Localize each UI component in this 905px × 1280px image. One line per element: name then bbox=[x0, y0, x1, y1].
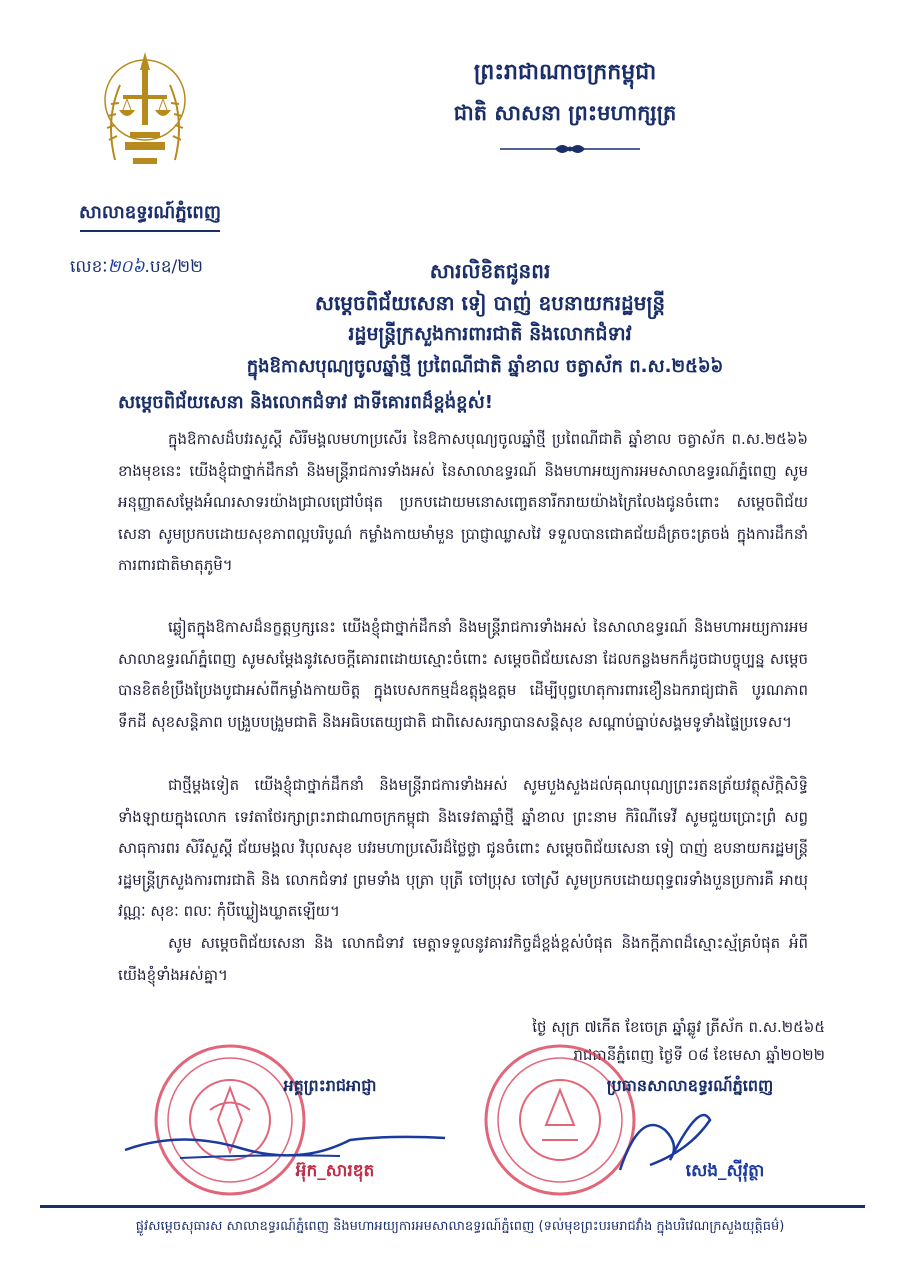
kingdom-heading: ព្រះរាជាណាចក្រកម្ពុជា bbox=[473, 60, 657, 85]
signatory-right-name: សេង_ស៊ីវុត្ថា bbox=[685, 1161, 765, 1181]
ornament-divider-icon bbox=[500, 140, 640, 158]
reference-handwritten-number: ២០៦ bbox=[107, 257, 145, 277]
body-paragraph-4: សូម សម្តេចពិជ័យសេនា និង លោកជំទាវ មេត្តាទទួលនូវគារវកិច្ចដ៏ខ្ពង់ខ្ពស់បំផុត និងកក្តីភាពដ៏ស្មោះស្ម័គ្របំផុត អំពីយើងខ្ញុំទាំងអស់គ្នា។ bbox=[118, 934, 808, 984]
org-name-underline bbox=[80, 230, 220, 232]
reference-suffix: .បឧ/២២ bbox=[144, 257, 203, 277]
lunar-date: ថ្ងៃ សុក្រ ៧កើត ខែចេត្រ ឆ្នាំឆ្លូវ ត្រីស័ក ព.ស.២៥៦៥ bbox=[532, 1018, 825, 1036]
body-paragraph-1: ក្នុងឱកាសដ៏បវរសួស្តី សិរីមង្គលមហាប្រសើរ នៃឱកាសបុណ្យចូលឆ្នាំថ្មី ប្រពៃណីជាតិ ឆ្នាំខាល ចត្វាស័ក ព.ស.២៥៦៦ ខាងមុខនេះ យើងខ្ញុំជាថ្នាក់ដឹកនាំ និងមន្ត្រីរាជការទាំងអស់ នៃសាលាឧទ្ធរណ៍ និងមហាអយ្យការអមសាលាឧទ្ធរណ៍ភ្នំពេញ សូមអនុញ្ញាតសម្តែងអំណរសាទរយ៉ាងជ្រាលជ្រៅបំផុត ប្រកបដោយមនោសញ្ចេតនារីករាយយ៉ាងក្រៃលែងជូនចំពោះ សម្តេចពិជ័យសេនា សូមប្រកបដោយសុខភាពល្អបរិបូណ៌ កម្លាំងកាយមាំមួន ប្រាជ្ញាឈ្លាសវៃ ទទួលបានជោគជ័យដ៏ត្រចះត្រចង់ ក្នុងការដឹកនាំការពារជាតិមាតុភូមិ។ bbox=[118, 430, 808, 574]
solar-date: រាជធានីភ្នំពេញ ថ្ងៃទី ០៨ ខែមេសា ឆ្នាំ២០២២ bbox=[573, 1046, 825, 1064]
signatory-left-name: អ៊ុក_សារឌុត bbox=[295, 1161, 375, 1181]
court-emblem-icon bbox=[95, 40, 195, 190]
org-name: សាលាឧទ្ធរណ៍ភ្នំពេញ bbox=[79, 202, 221, 223]
reference-label: លេខៈ bbox=[70, 257, 108, 277]
letter-title: សារលិខិតជូនពរ bbox=[429, 259, 551, 283]
footer-divider bbox=[40, 1205, 865, 1208]
body-paragraph-2: ឆ្លៀតក្នុងឱកាសដ៏នក្ខត្តឫក្សនេះ យើងខ្ញុំជាថ្នាក់ដឹកនាំ និងមន្ត្រីរាជការទាំងអស់ នៃសាលាឧទ្ធរណ៍ និងមហាអយ្យការអមសាលាឧទ្ធរណ៍ភ្នំពេញ សូមសម្តែងនូវសេចក្តីគោរពដោយស្មោះចំពោះ សម្តេចពិជ័យសេនា ដែលកន្លងមកក៏ដូចជាបច្ចុប្បន្ន សម្តេច បានខិតខំប្រឹងប្រែងបូជាអស់ពីកម្លាំងកាយចិត្ត ក្នុងបេសកកម្មដ៏ឧត្តុង្គឧត្តម ដើម្បីបុព្វហេតុការពារខឿនឯករាជ្យជាតិ បូរណភាពទឹកដី សុខសន្តិភាព បង្រួបបង្រួមជាតិ និងអធិបតេយ្យជាតិ ជាពិសេសរក្សាបានសន្តិសុខ សណ្តាប់ធ្នាប់សង្គមទូទាំងផ្ទៃប្រទេស។ bbox=[118, 618, 808, 731]
recipient-position: រដ្ឋមន្ត្រីក្រសួងការពារជាតិ និងលោកជំទាវ bbox=[348, 323, 632, 345]
signatory-left-title: អគ្គព្រះរាជអាជ្ញា bbox=[283, 1076, 377, 1095]
occasion-line: ក្នុងឱកាសបុណ្យចូលឆ្នាំថ្មី ប្រពៃណីជាតិ ឆ្នាំខាល ចត្វាស័ក ព.ស.២៥៦៦ bbox=[246, 356, 724, 377]
recipient-line: សម្តេចពិជ័យសេនា ទៀ បាញ់ ឧបនាយករដ្ឋមន្ត្រី bbox=[314, 291, 666, 315]
body-paragraph-3: ជាថ្មីម្តងទៀត យើងខ្ញុំជាថ្នាក់ដឹកនាំ និងមន្ត្រីរាជការទាំងអស់ សូមបួងសួងដល់គុណបុណ្យព្រះរតនត្រ័យវត្ថុស័ក្តិសិទ្ធិទាំងឡាយក្នុងលោក ទេវតាថែរក្សាព្រះរាជាណាចក្រកម្ពុជា និងទេវតាឆ្នាំថ្មី ឆ្នាំខាល ព្រះនាម កិរិណីទេវី សូមជួយប្រោះព្រំ សព្វសាធុការពរ សិរីសួស្តី ជ័យមង្គល វិបុលសុខ បវរមហាប្រសើរដ៏ថ្លៃថ្លា ជូនចំពោះ សម្តេចពិជ័យសេនា ទៀ បាញ់ ឧបនាយករដ្ឋមន្ត្រី រដ្ឋមន្ត្រីក្រសួងការពារជាតិ និង លោកជំទាវ ព្រមទាំង បុត្រា បុត្រី ចៅប្រុស ចៅស្រី សូមប្រកបដោយពុទ្ធពរទាំងបួនប្រការគឺ អាយុ វណ្ណៈ សុខៈ ពលៈ កុំបីឃ្លៀងឃ្លាតឡើយ។ bbox=[118, 776, 808, 920]
footer-address: ផ្លូវសម្តេចសុធារស សាលាឧទ្ធរណ៍ភ្នំពេញ និងមហាអយ្យការអមសាលាឧទ្ធរណ៍ភ្នំពេញ (ទល់មុខព្រះបរមរាជវាំង ក្នុងបរិវេណក្រសួងយុត្តិធម៌) bbox=[135, 1219, 785, 1234]
national-motto: ជាតិ សាសនា ព្រះមហាក្សត្រ bbox=[453, 101, 677, 125]
signatory-right-title: ប្រធានសាលាឧទ្ធរណ៍ភ្នំពេញ bbox=[606, 1076, 774, 1095]
salutation: សម្តេចពិជ័យសេនា និងលោកជំទាវ ជាទីគោរពដ៏ខ្ពង់ខ្ពស់! bbox=[118, 392, 493, 413]
